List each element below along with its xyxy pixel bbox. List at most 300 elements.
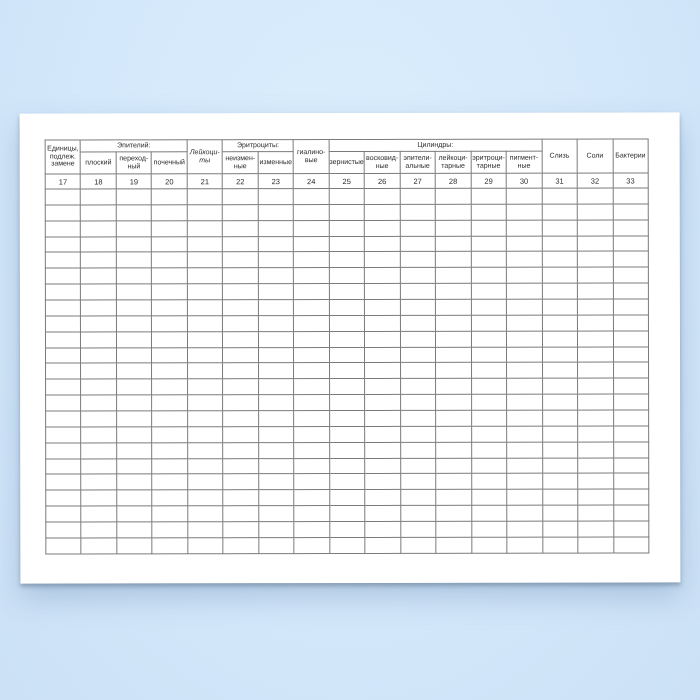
empty-cell: [152, 379, 187, 395]
empty-cell: [400, 442, 435, 458]
empty-cell: [365, 299, 400, 315]
column-number: 32: [577, 173, 612, 188]
empty-cell: [152, 284, 187, 300]
empty-cell: [152, 347, 187, 363]
empty-cell: [45, 284, 80, 300]
table-row: [46, 458, 649, 475]
empty-cell: [365, 284, 400, 300]
empty-cell: [577, 315, 612, 331]
empty-cell: [578, 410, 613, 426]
column-header: почечный: [152, 152, 188, 174]
empty-cell: [400, 490, 435, 506]
column-header: неизмен- ные: [223, 152, 259, 174]
empty-cell: [542, 394, 577, 410]
empty-cell: [258, 284, 293, 300]
empty-cell: [45, 221, 80, 237]
empty-cell: [365, 315, 400, 331]
empty-cell: [294, 506, 329, 522]
empty-cell: [46, 506, 81, 522]
empty-cell: [365, 537, 400, 553]
table-row: [45, 251, 648, 268]
empty-cell: [436, 521, 471, 537]
empty-cell: [435, 236, 470, 252]
empty-cell: [436, 394, 471, 410]
empty-cell: [116, 363, 151, 379]
empty-cell: [542, 410, 577, 426]
empty-cell: [400, 506, 435, 522]
empty-cell: [329, 252, 364, 268]
empty-cell: [46, 395, 81, 411]
empty-cell: [507, 474, 542, 490]
empty-cell: [365, 252, 400, 268]
empty-cell: [116, 189, 151, 205]
empty-cell: [471, 315, 506, 331]
empty-cell: [258, 363, 293, 379]
empty-cell: [81, 506, 116, 522]
column-number: 18: [81, 174, 116, 189]
empty-cell: [81, 522, 116, 538]
empty-cell: [188, 458, 223, 474]
empty-cell: [81, 490, 116, 506]
column-number-row: [45, 173, 648, 189]
empty-cell: [223, 347, 258, 363]
table-row: [45, 347, 648, 364]
empty-cell: [613, 410, 649, 426]
table-row: [46, 489, 649, 506]
empty-cell: [152, 395, 187, 411]
empty-cell: [294, 490, 329, 506]
empty-cell: [613, 331, 649, 347]
empty-cell: [117, 458, 152, 474]
empty-cell: [471, 188, 506, 204]
empty-cell: [471, 442, 506, 458]
empty-cell: [152, 205, 187, 221]
empty-cell: [471, 458, 506, 474]
empty-cell: [471, 537, 506, 553]
table-row: [45, 315, 648, 332]
empty-cell: [542, 521, 577, 537]
empty-cell: [152, 221, 187, 237]
empty-cell: [258, 411, 293, 427]
empty-cell: [471, 521, 506, 537]
empty-cell: [187, 300, 222, 316]
empty-cell: [507, 442, 542, 458]
empty-cell: [223, 427, 258, 443]
column-header: Слизь: [542, 139, 578, 173]
empty-cell: [258, 315, 293, 331]
empty-cell: [400, 426, 435, 442]
empty-cell: [152, 236, 187, 252]
empty-cell: [187, 395, 222, 411]
empty-cell: [436, 426, 471, 442]
empty-cell: [542, 363, 577, 379]
column-header: плоский: [81, 152, 117, 174]
table-row: [46, 505, 649, 522]
empty-cell: [152, 538, 187, 554]
empty-cell: [436, 283, 471, 299]
empty-cell: [294, 268, 329, 284]
empty-cell: [81, 300, 116, 316]
empty-cell: [81, 189, 116, 205]
empty-cell: [364, 188, 399, 204]
empty-cell: [46, 538, 81, 554]
empty-cell: [45, 205, 80, 221]
column-number: 26: [364, 173, 399, 188]
column-header: гиалино- вые: [293, 140, 329, 174]
table-row: [46, 537, 649, 554]
empty-cell: [365, 474, 400, 490]
column-header: переход- ный: [116, 152, 152, 174]
empty-cell: [294, 537, 329, 553]
empty-cell: [506, 267, 541, 283]
table-row: [45, 283, 648, 300]
empty-cell: [46, 474, 81, 490]
empty-cell: [436, 474, 471, 490]
empty-cell: [436, 442, 471, 458]
empty-cell: [613, 537, 649, 553]
empty-cell: [152, 506, 187, 522]
empty-cell: [613, 347, 649, 363]
empty-cell: [507, 458, 542, 474]
column-header: Лейкоци- ты: [187, 140, 223, 174]
empty-cell: [258, 204, 293, 220]
empty-cell: [400, 458, 435, 474]
empty-cell: [507, 426, 542, 442]
empty-cell: [365, 363, 400, 379]
empty-cell: [152, 316, 187, 332]
empty-cell: [542, 474, 577, 490]
empty-cell: [613, 267, 649, 283]
empty-cell: [329, 284, 364, 300]
empty-cell: [506, 252, 541, 268]
empty-cell: [45, 252, 80, 268]
empty-cell: [613, 521, 649, 537]
empty-cell: [294, 204, 329, 220]
empty-cell: [506, 283, 541, 299]
empty-cell: [471, 331, 506, 347]
empty-cell: [329, 347, 364, 363]
empty-cell: [45, 268, 80, 284]
column-number: 29: [471, 173, 506, 188]
empty-cell: [188, 474, 223, 490]
empty-cell: [187, 316, 222, 332]
empty-cell: [330, 506, 365, 522]
column-number: 33: [613, 173, 649, 188]
empty-cell: [365, 268, 400, 284]
empty-cell: [436, 347, 471, 363]
empty-cell: [330, 537, 365, 553]
empty-cell: [223, 236, 258, 252]
empty-cell: [577, 236, 612, 252]
empty-cell: [294, 522, 329, 538]
empty-cell: [223, 474, 258, 490]
empty-cell: [81, 395, 116, 411]
empty-cell: [116, 252, 151, 268]
empty-cell: [578, 442, 613, 458]
empty-cell: [365, 236, 400, 252]
empty-cell: [258, 379, 293, 395]
empty-cell: [400, 299, 435, 315]
empty-cell: [471, 236, 506, 252]
empty-cell: [329, 363, 364, 379]
empty-cell: [507, 331, 542, 347]
empty-cell: [46, 490, 81, 506]
empty-cell: [117, 522, 152, 538]
empty-cell: [400, 363, 435, 379]
empty-cell: [507, 315, 542, 331]
empty-cell: [401, 537, 436, 553]
empty-cell: [259, 538, 294, 554]
empty-cell: [329, 331, 364, 347]
column-header: Единицы, подлеж. замене: [45, 140, 81, 174]
empty-cell: [471, 299, 506, 315]
empty-cell: [223, 506, 258, 522]
empty-cell: [578, 489, 613, 505]
empty-cell: [329, 204, 364, 220]
column-number: 27: [400, 173, 435, 188]
empty-cell: [542, 378, 577, 394]
empty-cell: [223, 458, 258, 474]
empty-cell: [45, 316, 80, 332]
empty-cell: [435, 188, 470, 204]
empty-cell: [46, 443, 81, 459]
empty-cell: [152, 332, 187, 348]
empty-cell: [116, 379, 151, 395]
empty-cell: [187, 379, 222, 395]
empty-cell: [613, 204, 649, 220]
column-header: лейкоци- тарные: [435, 151, 471, 173]
empty-cell: [329, 395, 364, 411]
empty-cell: [81, 363, 116, 379]
empty-cell: [400, 284, 435, 300]
empty-cell: [81, 252, 116, 268]
empty-cell: [471, 252, 506, 268]
empty-cell: [152, 474, 187, 490]
empty-cell: [365, 379, 400, 395]
empty-cell: [329, 236, 364, 252]
empty-cell: [259, 458, 294, 474]
table-row: [46, 378, 649, 395]
empty-cell: [471, 204, 506, 220]
empty-cell: [187, 205, 222, 221]
empty-cell: [471, 379, 506, 395]
empty-cell: [45, 300, 80, 316]
empty-cell: [578, 378, 613, 394]
empty-cell: [116, 347, 151, 363]
empty-cell: [81, 332, 116, 348]
column-header: пигмент- ные: [506, 151, 542, 173]
empty-cell: [364, 204, 399, 220]
empty-cell: [116, 205, 151, 221]
column-header: зернистые: [329, 151, 365, 173]
empty-cell: [46, 363, 81, 379]
empty-cell: [46, 427, 81, 443]
empty-cell: [436, 331, 471, 347]
empty-cell: [294, 236, 329, 252]
empty-cell: [471, 363, 506, 379]
empty-cell: [223, 522, 258, 538]
empty-cell: [81, 443, 116, 459]
empty-cell: [188, 538, 223, 554]
empty-cell: [400, 204, 435, 220]
column-header: эритроци- тарные: [471, 151, 507, 173]
empty-cell: [46, 379, 81, 395]
empty-cell: [365, 521, 400, 537]
empty-cell: [223, 538, 258, 554]
empty-cell: [400, 410, 435, 426]
column-number: 17: [45, 174, 80, 189]
empty-cell: [294, 426, 329, 442]
table-row: [46, 394, 649, 411]
empty-cell: [400, 315, 435, 331]
table-row: [46, 362, 649, 379]
empty-cell: [542, 347, 577, 363]
table-row: [45, 188, 648, 205]
empty-cell: [329, 220, 364, 236]
empty-cell: [81, 474, 116, 490]
empty-cell: [578, 505, 613, 521]
empty-cell: [223, 205, 258, 221]
empty-cell: [542, 331, 577, 347]
empty-cell: [436, 363, 471, 379]
empty-cell: [223, 316, 258, 332]
empty-cell: [117, 443, 152, 459]
empty-cell: [578, 474, 613, 490]
empty-cell: [187, 220, 222, 236]
empty-cell: [294, 220, 329, 236]
empty-cell: [152, 490, 187, 506]
empty-cell: [613, 426, 649, 442]
column-number: 28: [435, 173, 470, 188]
empty-cell: [542, 204, 577, 220]
empty-cell: [329, 379, 364, 395]
empty-cell: [400, 236, 435, 252]
empty-cell: [117, 538, 152, 554]
empty-cell: [258, 220, 293, 236]
empty-cell: [365, 331, 400, 347]
empty-cell: [259, 490, 294, 506]
column-number: 31: [542, 173, 577, 188]
empty-cell: [613, 220, 649, 236]
empty-cell: [364, 220, 399, 236]
empty-cell: [542, 426, 577, 442]
empty-cell: [294, 347, 329, 363]
empty-cell: [578, 521, 613, 537]
empty-cell: [46, 459, 81, 475]
table-row: [45, 299, 648, 316]
table-row: [45, 204, 648, 221]
empty-cell: [223, 300, 258, 316]
empty-cell: [187, 236, 222, 252]
empty-cell: [507, 347, 542, 363]
empty-cell: [613, 378, 649, 394]
empty-cell: [471, 394, 506, 410]
empty-cell: [613, 362, 649, 378]
empty-cell: [577, 267, 612, 283]
table-row: [45, 220, 648, 237]
empty-cell: [542, 252, 577, 268]
paper-sheet: [20, 112, 681, 583]
empty-cell: [542, 236, 577, 252]
empty-cell: [436, 490, 471, 506]
column-header: восковид- ные: [364, 151, 400, 173]
empty-cell: [613, 489, 649, 505]
empty-cell: [507, 537, 542, 553]
table-header: [45, 139, 648, 189]
column-header: эпители- альные: [400, 151, 436, 173]
journal-table: [45, 138, 650, 554]
empty-cell: [400, 331, 435, 347]
column-number: 25: [329, 173, 364, 188]
empty-cell: [117, 411, 152, 427]
empty-cell: [542, 315, 577, 331]
empty-cell: [436, 315, 471, 331]
empty-cell: [577, 220, 612, 236]
empty-cell: [152, 363, 187, 379]
empty-cell: [435, 220, 470, 236]
empty-cell: [577, 204, 612, 220]
empty-cell: [152, 300, 187, 316]
table-row: [46, 410, 649, 427]
empty-cell: [152, 189, 187, 205]
empty-cell: [81, 427, 116, 443]
group-header: Цилиндры:: [329, 139, 542, 151]
empty-cell: [577, 188, 612, 204]
empty-cell: [578, 362, 613, 378]
empty-cell: [294, 331, 329, 347]
header-group-row: [45, 139, 648, 152]
empty-cell: [613, 394, 649, 410]
empty-cell: [45, 332, 80, 348]
empty-cell: [259, 474, 294, 490]
empty-cell: [578, 426, 613, 442]
empty-cell: [506, 188, 541, 204]
empty-cell: [117, 427, 152, 443]
empty-cell: [507, 521, 542, 537]
empty-cell: [542, 442, 577, 458]
empty-cell: [223, 363, 258, 379]
column-number: 21: [187, 174, 222, 189]
empty-cell: [577, 299, 612, 315]
empty-cell: [365, 395, 400, 411]
empty-cell: [329, 426, 364, 442]
empty-cell: [329, 268, 364, 284]
empty-cell: [81, 236, 116, 252]
empty-cell: [329, 299, 364, 315]
empty-cell: [81, 268, 116, 284]
table-row: [45, 267, 648, 284]
empty-cell: [117, 395, 152, 411]
table-body: [45, 188, 649, 554]
column-header: изменные: [258, 152, 294, 174]
empty-cell: [223, 331, 258, 347]
empty-cell: [187, 347, 222, 363]
empty-cell: [223, 395, 258, 411]
empty-cell: [294, 315, 329, 331]
empty-cell: [81, 221, 116, 237]
empty-cell: [542, 299, 577, 315]
empty-cell: [400, 521, 435, 537]
empty-cell: [81, 379, 116, 395]
empty-cell: [365, 490, 400, 506]
empty-cell: [329, 442, 364, 458]
empty-cell: [365, 506, 400, 522]
empty-cell: [152, 443, 187, 459]
empty-cell: [152, 268, 187, 284]
table-row: [46, 521, 649, 538]
empty-cell: [329, 411, 364, 427]
empty-cell: [152, 458, 187, 474]
